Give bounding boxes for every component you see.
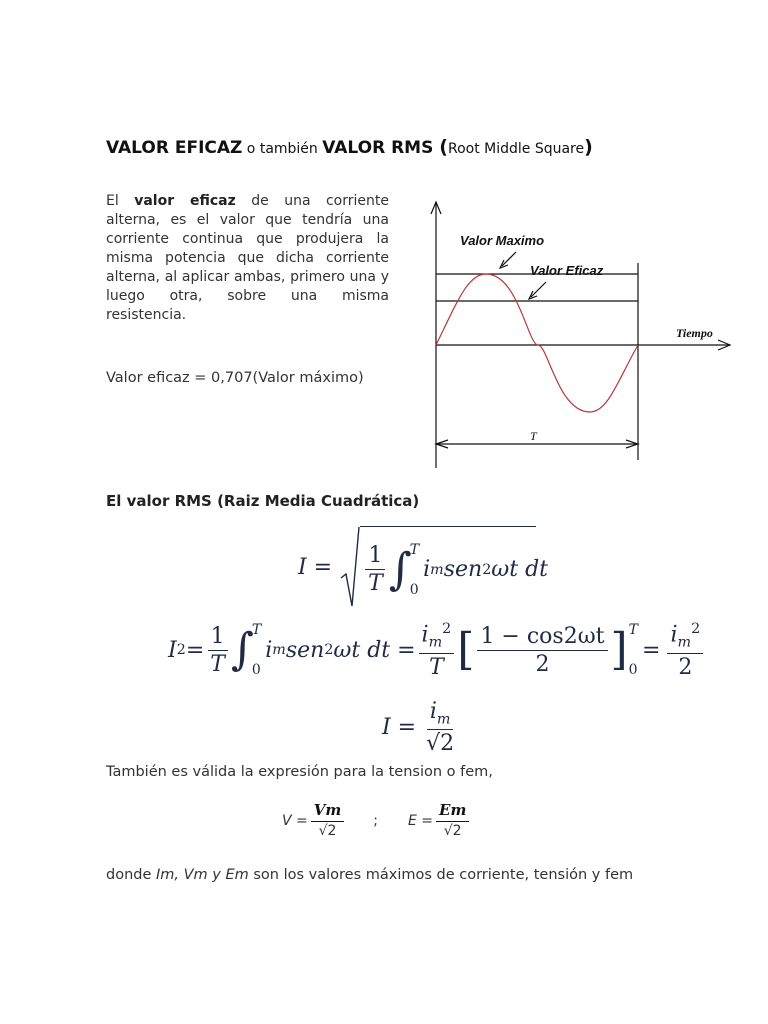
- eq1-sqrt: [340, 526, 548, 608]
- page-title: [106, 136, 593, 158]
- left-bracket: [: [457, 624, 475, 676]
- title-part-2: o también: [242, 141, 323, 157]
- voltage-equations: V = $\frac{Vm}{√2}$ ; E = $\frac{Em}{√2}$: [282, 803, 472, 838]
- equation-rms-squared: I 2 = $\frac{1}{T}$ ∫ T 0 i m sen 2 ωt dt = $\frac{i_m^2}{T}$ [ $\frac{1 - \cos 2\omega t}{2}$ ] T 0 = $\frac{i_m^2}{2}$: [168, 622, 706, 679]
- label-valor-maximo: Valor Maximo: [460, 233, 545, 248]
- label-valor-eficaz: Valor Eficaz: [530, 263, 604, 278]
- also-valid-text: También es válida la expresión para la tension o fem,: [106, 764, 493, 780]
- eq2-frac-3: $\frac{i_m^2}{2}$: [667, 622, 703, 679]
- eq2-frac-bracket: $\frac{1 - \cos 2\omega t}{2}$: [477, 625, 607, 676]
- rms-heading: El valor RMS (Raiz Media Cuadrática): [106, 492, 420, 510]
- integral-sign: ∫: [388, 543, 412, 595]
- intro-paragraph: [106, 192, 389, 325]
- integral-sign: ∫: [230, 624, 254, 676]
- equation-rms-root: [298, 526, 548, 608]
- valor-eficaz-formula: Valor eficaz = 0,707(Valor máximo): [106, 370, 364, 386]
- label-period: T: [530, 429, 537, 443]
- sine-wave-diagram: [418, 190, 738, 480]
- sine-wave: [436, 274, 638, 412]
- e-frac: $\frac{Em}{√2}$: [436, 803, 469, 838]
- equation-rms-result: I = $\frac{i_m}{√2}$: [382, 700, 460, 755]
- eq1-frac: $\frac{1}{T}$: [365, 544, 386, 595]
- intro-bold-term: valor eficaz: [134, 193, 236, 209]
- radical-sign: [340, 526, 360, 608]
- title-part-4: Root Middle Square: [447, 141, 585, 157]
- final-sentence: donde Im, Vm y Em son los valores máximos de corriente, tensión y fem: [106, 867, 634, 883]
- final-variables: Im, Vm y Em: [156, 867, 249, 883]
- eq1-lhs: I =: [298, 554, 333, 580]
- v-frac: $\frac{Vm}{√2}$: [311, 803, 345, 838]
- label-tiempo: Tiempo: [676, 326, 713, 340]
- title-part-1: VALOR EFICAZ: [106, 138, 243, 158]
- intro-prefix: El: [106, 193, 135, 209]
- eq3-frac: $\frac{i_m}{√2}$: [426, 699, 455, 757]
- eq2-limits: T 0: [251, 622, 262, 679]
- eq2-eval-limits: T 0: [628, 622, 639, 679]
- right-bracket: ]: [610, 624, 628, 676]
- title-paren-close: ): [584, 136, 593, 158]
- title-paren-open: (: [439, 136, 448, 158]
- eq2-frac-2: $\frac{i_m^2}{T}$: [419, 622, 455, 679]
- max-pointer-line: [502, 252, 516, 266]
- title-part-3: VALOR RMS: [322, 138, 440, 158]
- eq1-limits: T 0: [409, 541, 420, 598]
- eficaz-pointer-line: [531, 282, 546, 297]
- intro-rest: de una corriente alterna, es el valor que tendría una corriente continua que produjera la misma potencia que dicha corriente alterna, al aplicar ambas, primero una y luego otra, sobre una misma resistencia.: [106, 193, 389, 323]
- eq1-radicand: $\frac{1}{T}$ ∫ T 0 i m sen 2 ωt dt: [360, 526, 536, 608]
- eq2-frac-1: $\frac{1}{T}$: [207, 625, 228, 676]
